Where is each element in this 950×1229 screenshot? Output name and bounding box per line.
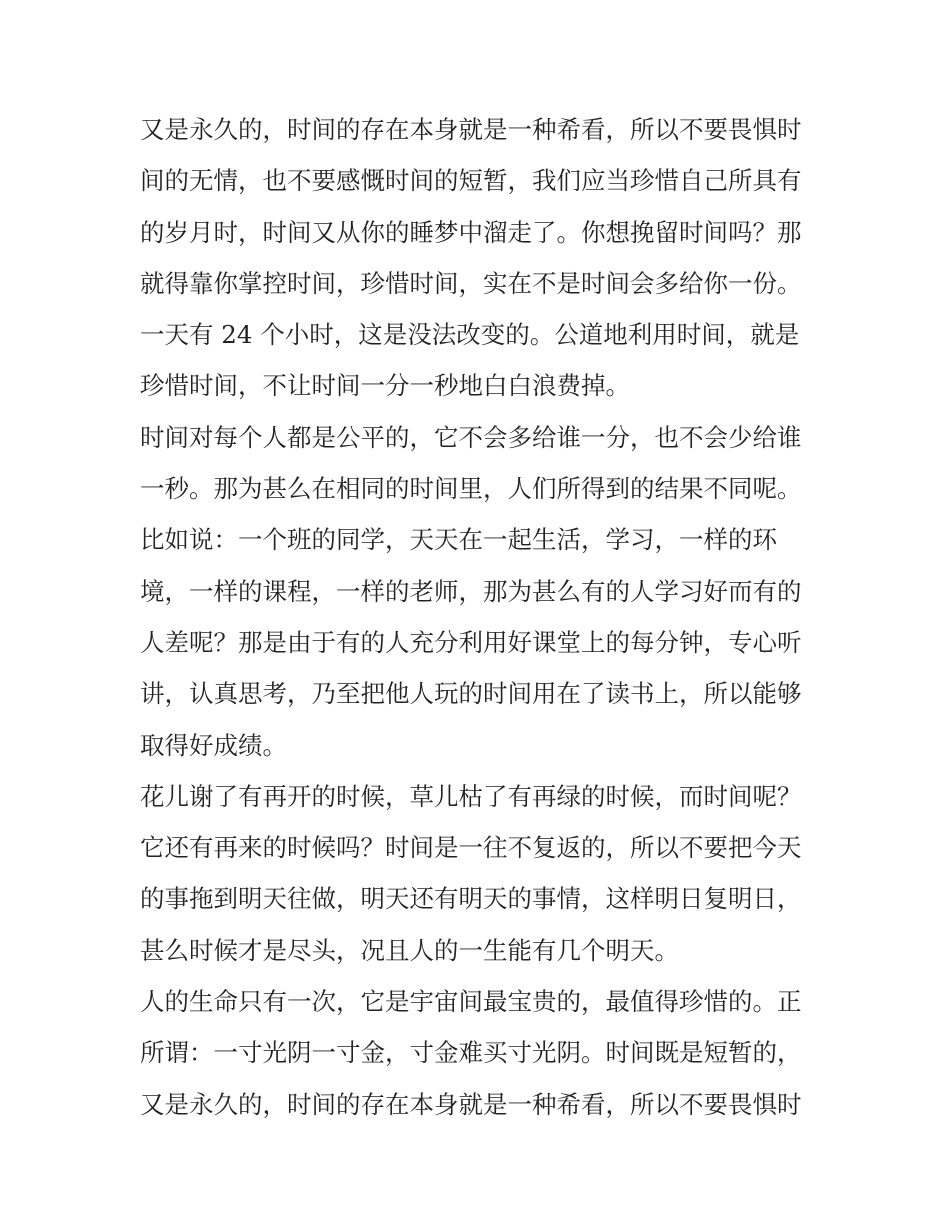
text-line: 的岁月时，时间又从你的睡梦中溜走了。你想挽留时间吗？那 — [140, 217, 802, 247]
text-line: 珍惜时间，不让时间一分一秒地白白浪费掉。 — [140, 371, 630, 401]
text-line: 又是永久的，时间的存在本身就是一种希看，所以不要畏惧时 — [140, 115, 802, 144]
body-text — [140, 104, 820, 1130]
text-line: 人的生命只有一次，它是宇宙间最宝贵的，最值得珍惜的。正 — [140, 987, 802, 1017]
text-line: 境，一样的课程，一样的老师，那为甚么有的人学习好而有的 — [140, 576, 802, 606]
text-line: 比如说：一个班的同学，天天在一起生活，学习，一样的环 — [140, 525, 777, 555]
text-line: 它还有再来的时候吗？时间是一往不复返的，所以不要把今天 — [140, 833, 802, 863]
text-line: 讲，认真思考，乃至把他人玩的时间用在了读书上，所以能够 — [140, 679, 802, 709]
text-line: 又是永久的，时间的存在本身就是一种希看，所以不要畏惧时 — [140, 1089, 802, 1119]
text-line: 所谓：一寸光阴一寸金，寸金难买寸光阴。时间既是短暂的， — [140, 1038, 802, 1068]
text-line: 时间对每个人都是公平的，它不会多给谁一分，也不会少给谁 — [140, 422, 802, 452]
text-line: 一秒。那为甚么在相同的时间里，人们所得到的结果不同呢。 — [140, 474, 802, 504]
text-line: 的事拖到明天往做，明天还有明天的事情，这样明日复明日， — [140, 884, 802, 914]
text-line: 一天有 24 个小时，这是没法改变的。公道地利用时间，就是 — [140, 320, 800, 350]
text-line: 花儿谢了有再开的时候，草儿枯了有再绿的时候，而时间呢？ — [140, 781, 802, 811]
text-line: 间的无情，也不要感慨时间的短暂，我们应当珍惜自己所具有 — [140, 166, 802, 196]
text-line: 人差呢？那是由于有的人充分利用好课堂上的每分钟，专心听 — [140, 627, 802, 657]
text-line: 就得靠你掌控时间，珍惜时间，实在不是时间会多给你一份。 — [140, 268, 802, 298]
text-line: 甚么时候才是尽头，况且人的一生能有几个明天。 — [140, 935, 679, 965]
text-line: 取得好成绩。 — [140, 730, 287, 760]
